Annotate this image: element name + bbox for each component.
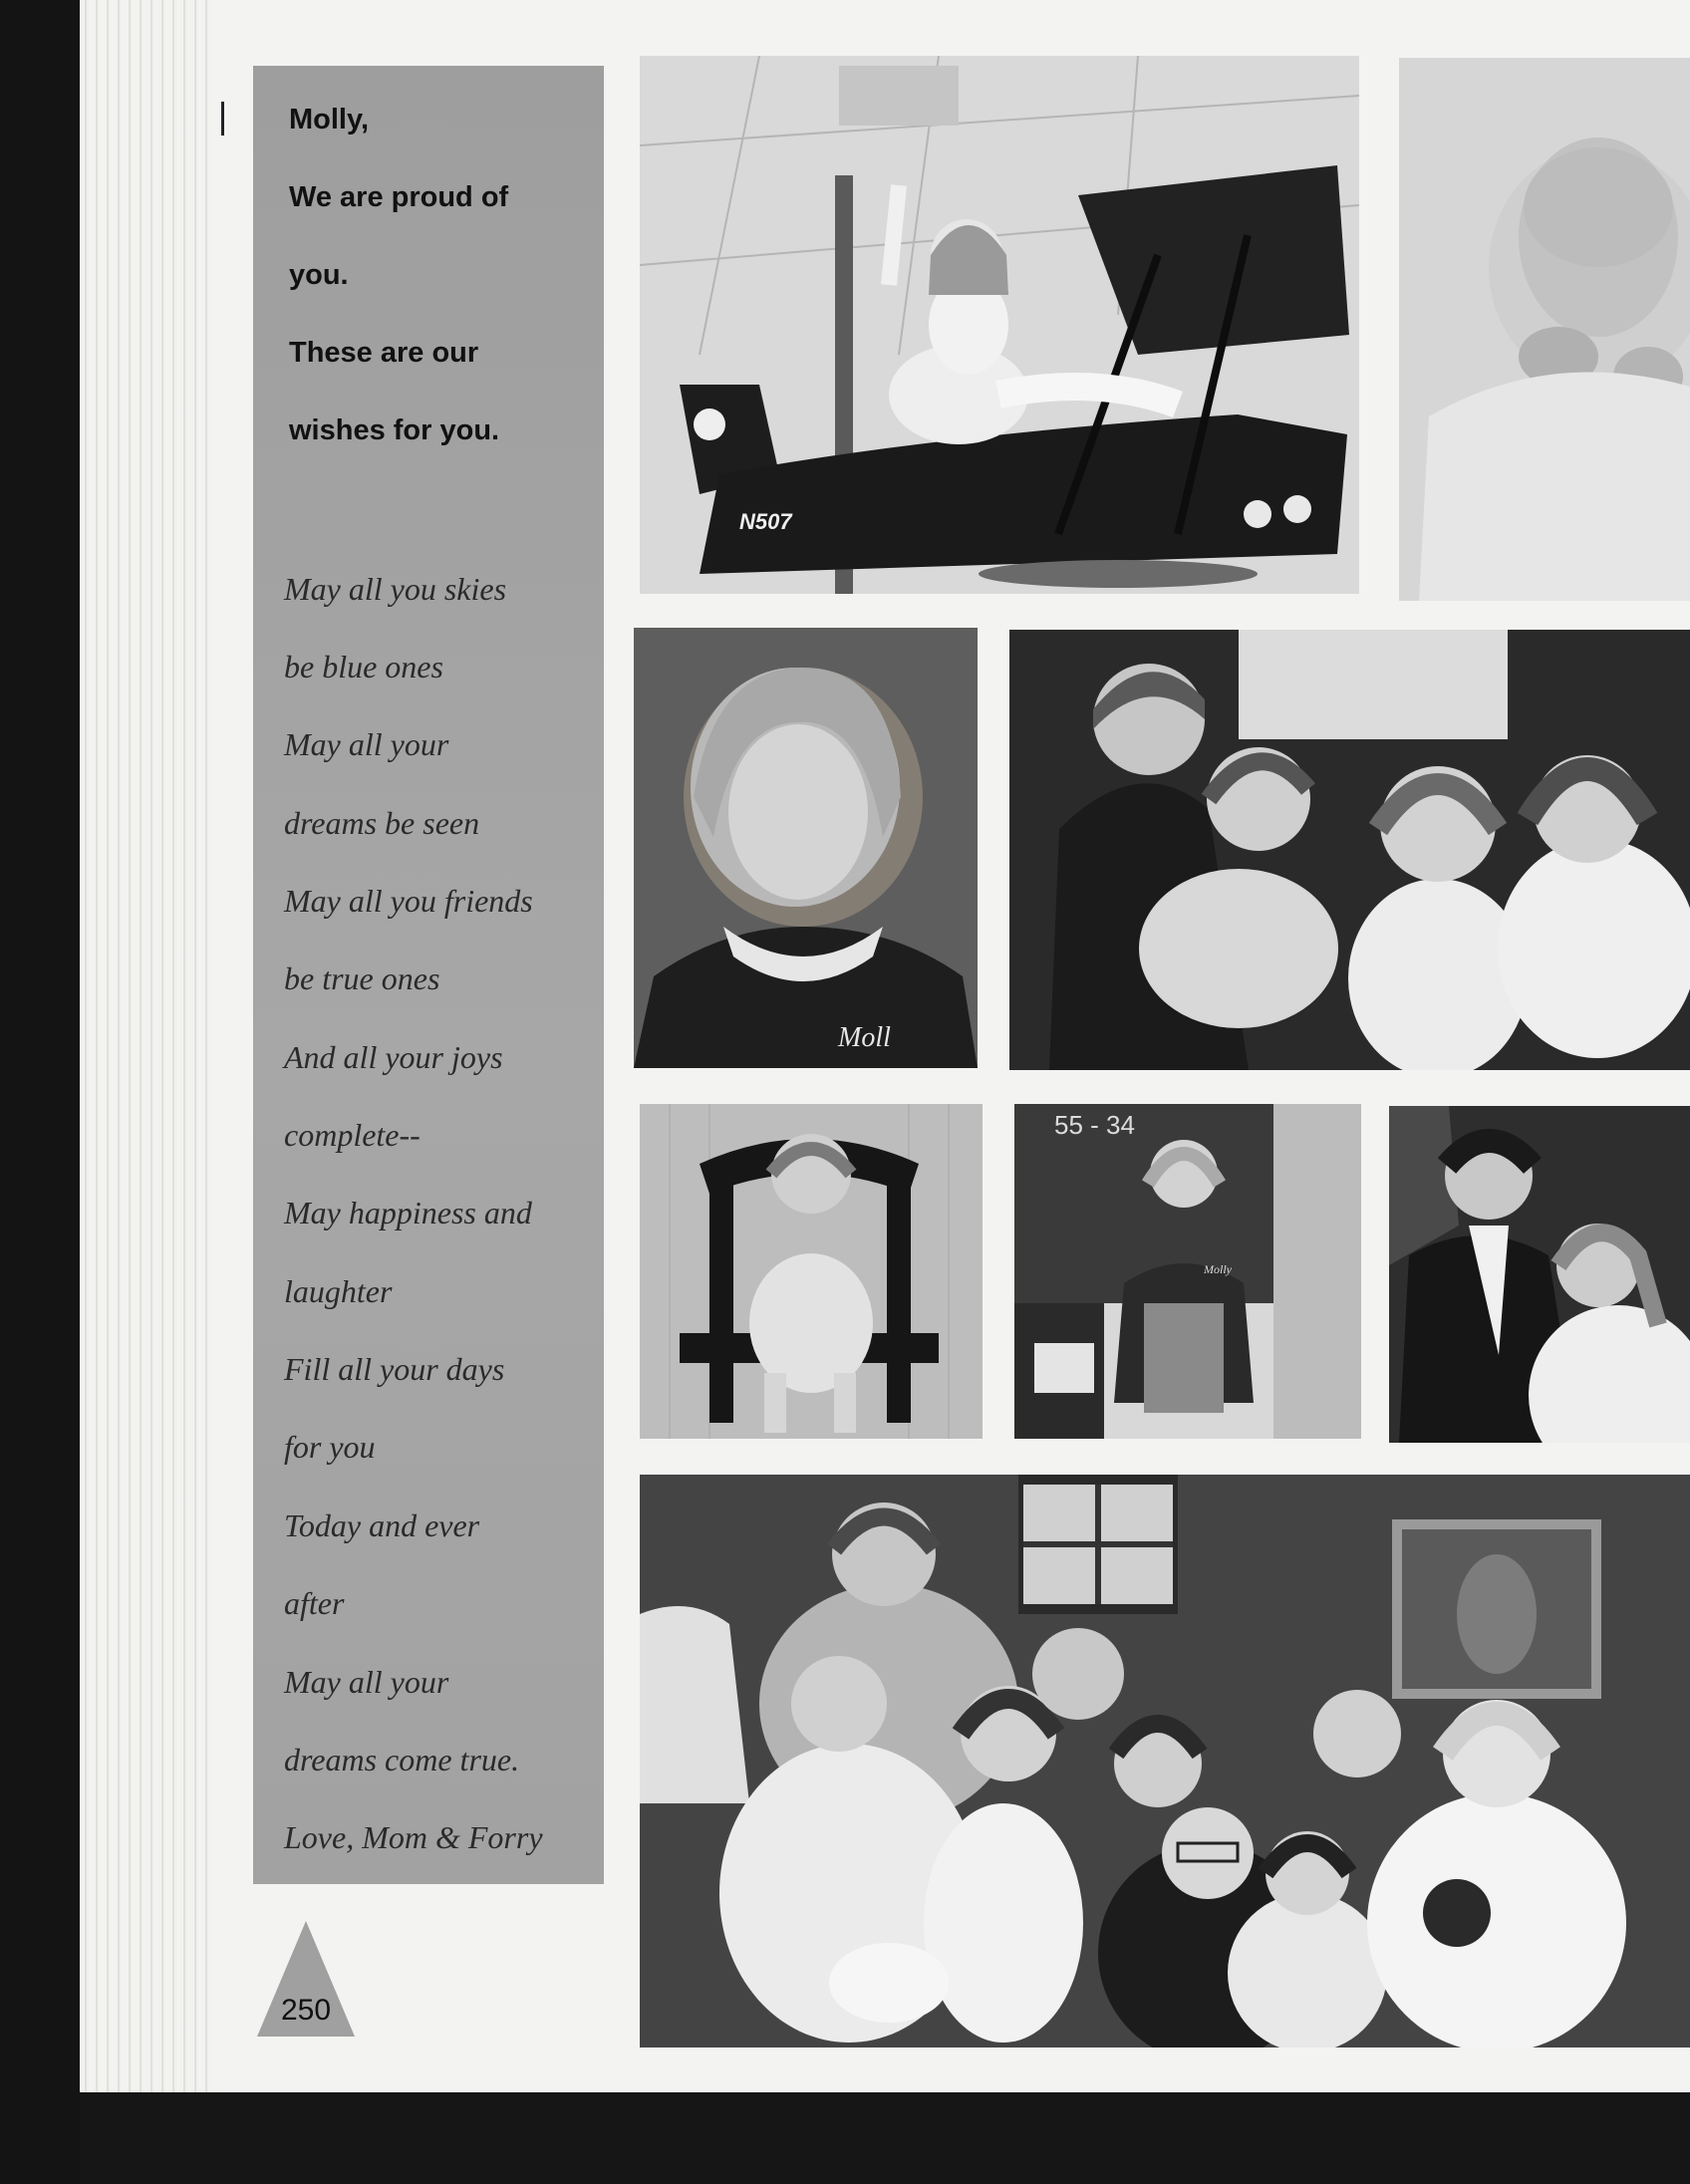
photo-couple (1389, 1106, 1690, 1443)
verse-line: Fill all your days (284, 1351, 505, 1387)
photo-rocking-chair (640, 1104, 983, 1439)
book-page-edges (80, 0, 211, 2102)
verse-signature: Love, Mom & Forry (284, 1819, 543, 1855)
photo-chalkboard (1014, 1104, 1361, 1439)
verse-line: be blue ones (284, 649, 443, 684)
verse-line: dreams be seen (284, 805, 480, 841)
verse-line: May all you friends (284, 883, 533, 919)
chalkboard-text: 55 - 34 (1054, 1110, 1135, 1140)
greeting-line: wishes for you. (289, 414, 500, 446)
photo-newborn (1399, 58, 1690, 601)
verse-line: And all your joys (284, 1039, 503, 1075)
verse-line: after (284, 1585, 345, 1621)
margin-mark (221, 102, 224, 136)
verse-line: Today and ever (284, 1507, 480, 1543)
greeting-line: Molly, (289, 104, 370, 136)
verse-line: laughter (284, 1273, 393, 1309)
verse-line: complete-- (284, 1117, 421, 1153)
greeting-line: We are proud of (289, 181, 509, 213)
verse-line: May all you skies (284, 571, 507, 607)
greeting-line: you. (289, 259, 349, 291)
verse-line: May happiness and (284, 1195, 532, 1230)
verse-line: May all your (284, 1664, 449, 1700)
verse-line: for you (284, 1429, 376, 1465)
verse-line: be true ones (284, 960, 440, 996)
photo-siblings-group (1009, 630, 1690, 1070)
sweater-monogram: Moll (838, 1022, 891, 1053)
photo-school-portrait (634, 628, 978, 1068)
book-bottom-shadow (80, 2092, 1690, 2184)
photo-airplane-ride (640, 56, 1359, 594)
verse-line: May all your (284, 726, 449, 762)
greeting-line: These are our (289, 337, 479, 369)
airplane-tail-text: N507 (739, 509, 792, 534)
cardigan-monogram: Molly (1204, 1262, 1232, 1276)
verse-line: dreams come true. (284, 1742, 520, 1777)
photo-family-gathering (640, 1475, 1690, 2048)
page-number: 250 (280, 1994, 332, 2027)
